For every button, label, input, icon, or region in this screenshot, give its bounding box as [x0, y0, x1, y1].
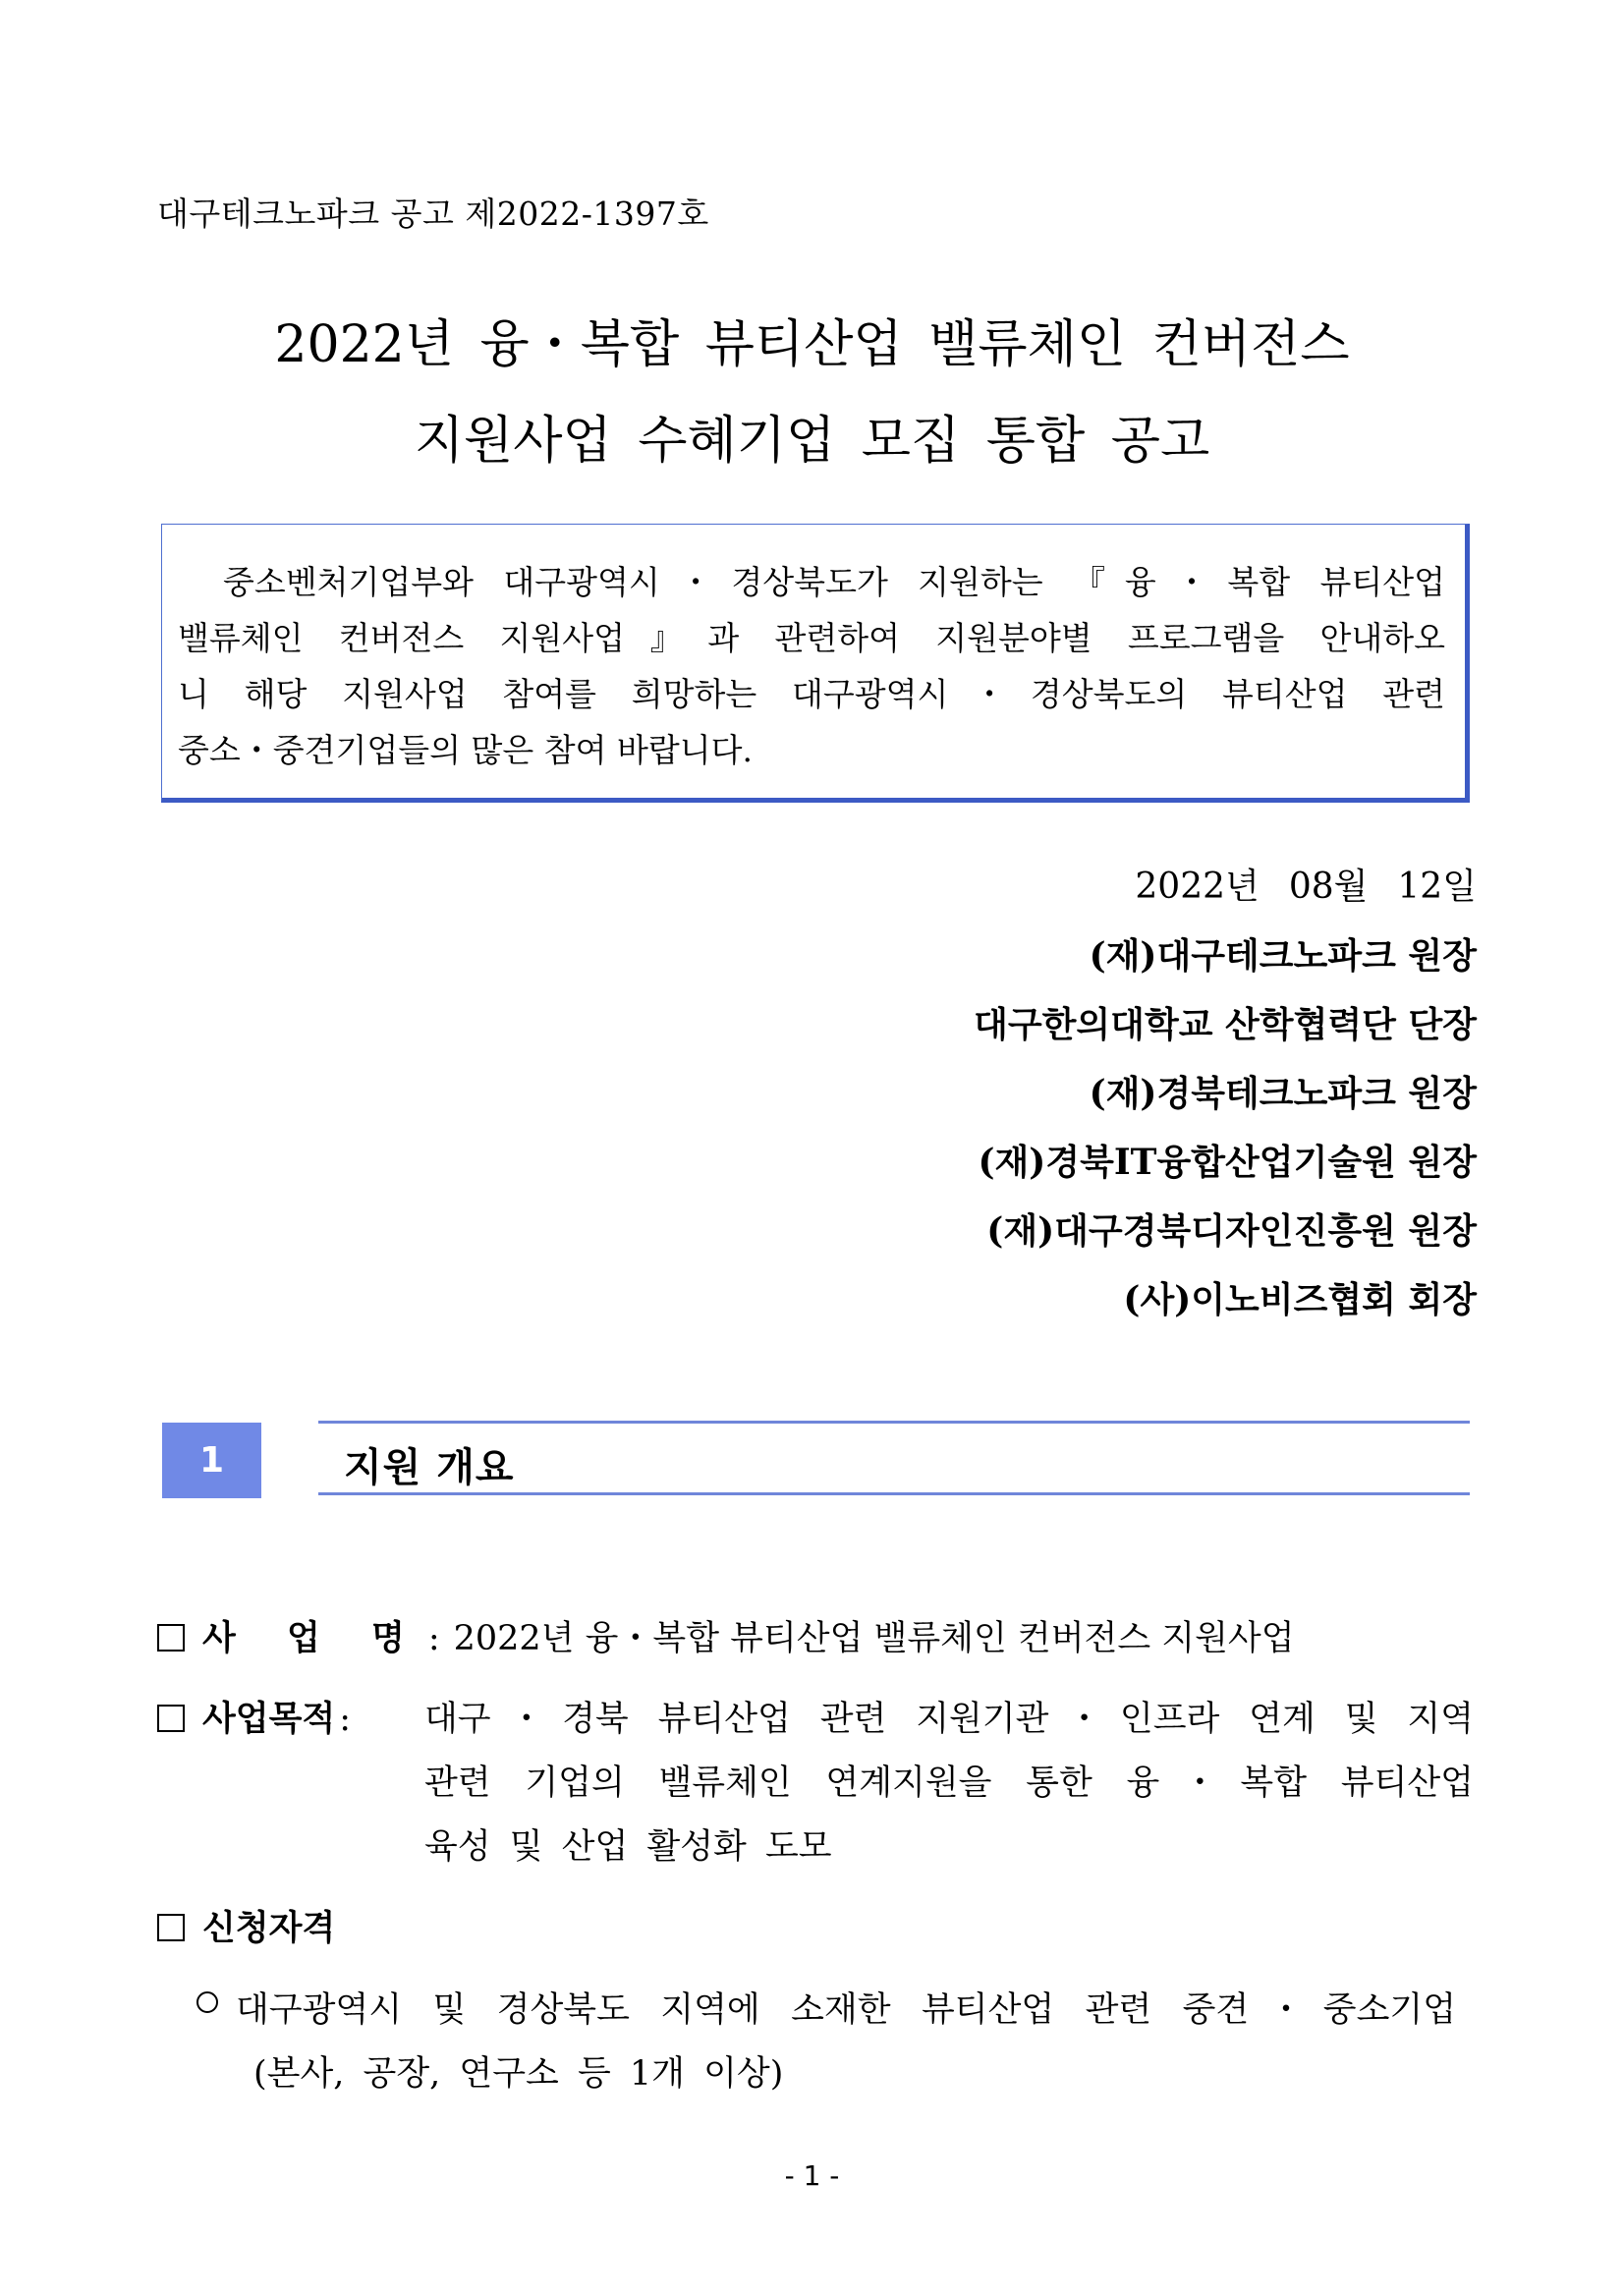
colon: :: [339, 1700, 352, 1739]
intro-line: 중소벤처기업부와 대구광역시・경상북도가 지원하는 『융・복합 뷰티산업: [223, 563, 1445, 601]
bullet-text: 대구광역시 및 경상북도 지역에 소재한 뷰티산업 관련 중견・중소기업: [236, 1990, 1456, 2030]
signer: (재)경북테크노파크 원장: [1089, 1073, 1477, 1114]
bullet-circle-icon: [196, 1991, 218, 2013]
item-label: 사 업 명: [202, 1619, 424, 1658]
section-header: [318, 1421, 1470, 1495]
signer: (재)대구테크노파크 원장: [1089, 935, 1477, 977]
item-label: 사업목적: [202, 1700, 336, 1739]
intro-line: 니 해당 지원사업 참여를 희망하는 대구광역시・경상북도의 뷰티산업 관련: [178, 675, 1445, 713]
signers-block: [974, 853, 1477, 1334]
date-day: 12일: [1397, 867, 1477, 907]
item-eligibility: [157, 1901, 335, 1950]
item-value: 2022년 융・복합 뷰티산업 밸류체인 컨버전스 지원사업: [453, 1619, 1295, 1658]
intro-line: 중소・중견기업들의 많은 참여 바랍니다.: [178, 731, 754, 769]
signer: (재)경북IT융합산업기술원 원장: [978, 1142, 1477, 1183]
notice-date: [974, 853, 1477, 922]
section-number-badge: 1: [162, 1423, 261, 1498]
eligibility-bullet: [196, 1983, 1474, 2032]
colon: :: [427, 1619, 440, 1658]
checkbox-square-icon: [157, 1914, 185, 1941]
checkbox-square-icon: [157, 1705, 185, 1732]
date-month: 08월: [1288, 867, 1369, 907]
purpose-line: 관련 기업의 밸류체인 연계지원을 통한 융・복합 뷰티산업: [424, 1764, 1474, 1803]
signer: (사)이노비즈협회 회장: [1123, 1279, 1477, 1320]
page-title-line1: 2022년 융・복합 뷰티산업 밸류체인 컨버전스: [274, 315, 1350, 374]
bullet-text-continued: (본사, 공장, 연구소 등 1개 이상): [253, 2054, 784, 2094]
item-purpose: [157, 1692, 364, 1741]
notice-number: 대구테크노파크 공고 제2022-1397호: [157, 195, 709, 233]
checkbox-square-icon: [157, 1624, 185, 1652]
date-year: 2022년: [1135, 867, 1260, 907]
page-number: - 1 -: [784, 2159, 840, 2192]
signer: 대구한의대학교 산학협력단 단장: [974, 1004, 1477, 1045]
signer: (재)대구경북디자인진흥원 원장: [986, 1210, 1477, 1252]
purpose-line: 대구・경북 뷰티산업 관련 지원기관・인프라 연계 및 지역: [424, 1700, 1474, 1739]
page-title-line2: 지원사업 수혜기업 모집 통합 공고: [414, 412, 1210, 471]
purpose-line: 육성 및 산업 활성화 도모: [424, 1827, 832, 1867]
section-title: 지원 개요: [344, 1445, 515, 1490]
item-project-name: [157, 1611, 1295, 1660]
intro-line: 밸류체인 컨버전스 지원사업』과 관련하여 지원분야별 프로그램을 안내하오: [178, 619, 1445, 657]
item-label: 신청자격: [202, 1909, 336, 1948]
intro-box: [161, 524, 1470, 803]
